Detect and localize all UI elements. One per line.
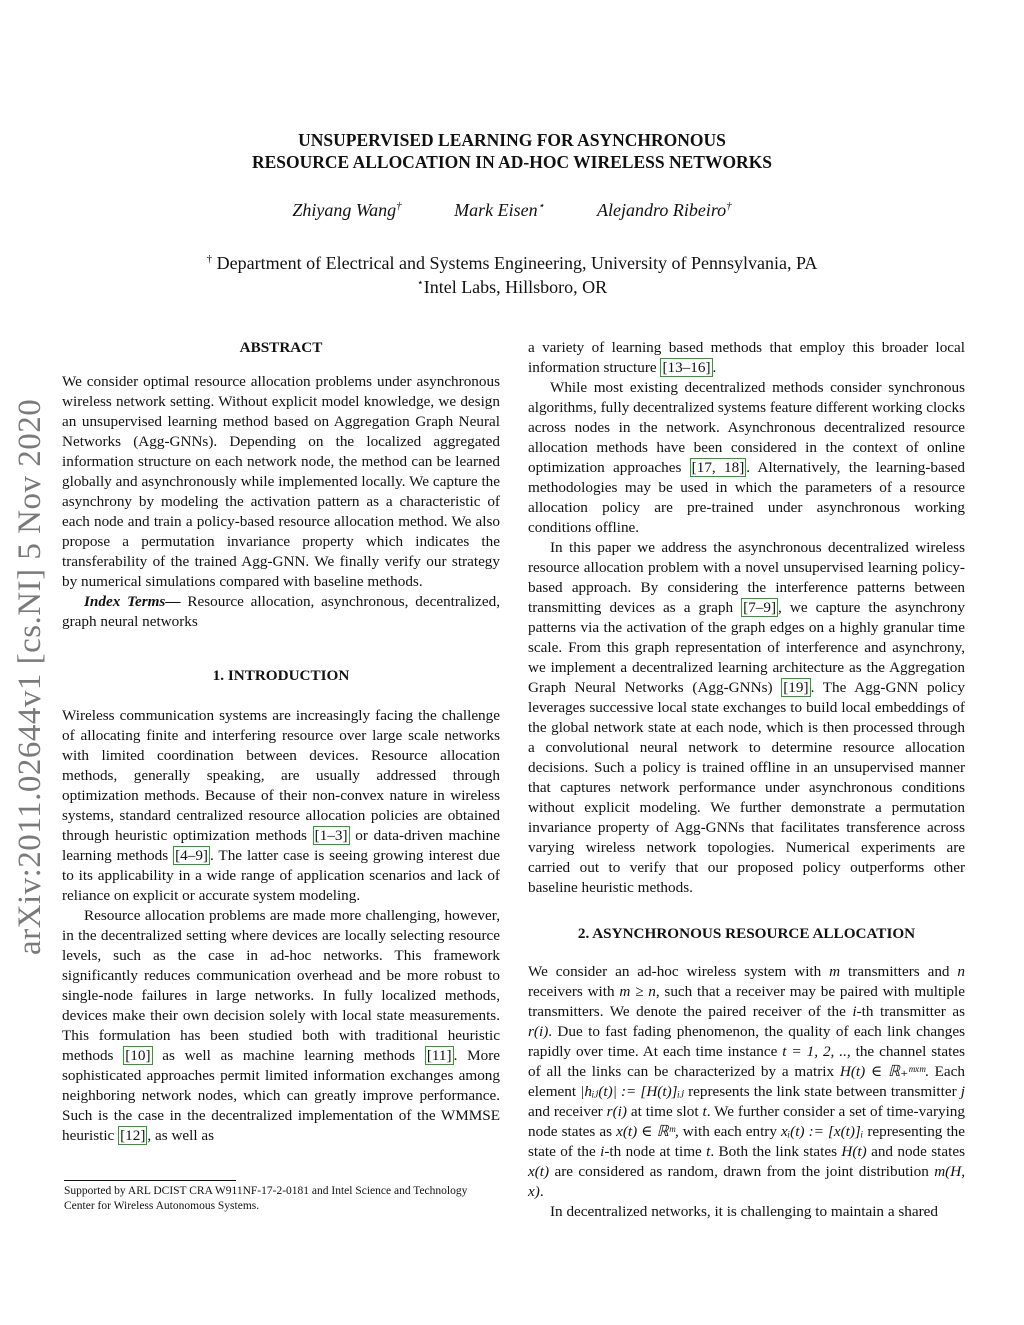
author-2: Mark Eisen⋆ (454, 200, 545, 220)
author-3: Alejandro Ribeiro† (597, 200, 732, 220)
section-2-heading: 2. ASYNCHRONOUS RESOURCE ALLOCATION (577, 925, 916, 942)
affiliation-2: ⋆Intel Labs, Hillsboro, OR (416, 277, 608, 297)
arxiv-watermark: arXiv:2011.02644v1 [cs.NI] 5 Nov 2020 (12, 398, 48, 955)
right-paragraph-3: In this paper we address the asynchronous decentralized wireless resource allocation problem with a novel unsupervised learning policy-based approach. By considering the interference patterns between transmitting devices as a graph [7–9] , we capture the asynchrony patterns via the activation of the graph edges on a highly granular time scale. From this graph representation of interference and asynchrony, we implement a decentralized learning architecture as the Aggregation Graph Neural Networks (Agg-GNNs) [19] . The Agg-GNN policy leverages successive local state exchanges to build local embeddings of the global network state at each node, which is then processed through a convolutional neural network to determine resource allocation decisions. Such a policy is trained offline in an unsupervised manner that captures network performance under asynchronous conditions without explicit modeling. We further demonstrate a permutation invariance property of Agg-GNNs that facilitates transference across varying wireless network topologies. Numerical experiments are carried out to verify that our proposed policy outperforms other baseline heuristic methods. (528, 539, 966, 896)
right-paragraph-2: While most existing decentralized methods consider synchronous algorithms, fully decentralized systems feature different working clocks across nodes in the network. Asynchronous decentralized resource allocation methods have been considered in the context of online optimization approaches [17, 18] . Alternatively, the learning-based methodologies may be used in which the parameters of a resource allocation policy are pre-trained under asynchronous working conditions offline. (528, 379, 965, 536)
index-terms: Index Terms— Resource allocation, asynchronous, decentralized, graph neural networks (62, 593, 501, 630)
title-line-2: RESOURCE ALLOCATION IN AD-HOC WIRELESS NETWORKS (251, 152, 773, 172)
citation-link[interactable]: [7–9] (743, 599, 777, 616)
title-line-1: UNSUPERVISED LEARNING FOR ASYNCHRONOUS (298, 130, 726, 150)
citation-link[interactable]: [1–3] (314, 827, 348, 844)
section-2-paragraph-2: In decentralized networks, it is challenging to maintain a shared (550, 1203, 938, 1220)
author-1: Zhiyang Wang† (292, 200, 402, 220)
section-1-heading: 1. INTRODUCTION (212, 667, 350, 684)
footnote-rule (64, 1180, 236, 1181)
right-column (528, 338, 965, 1222)
intro-paragraph-1: Wireless communication systems are increasingly facing the challenge of allocating finite and interfering resource over large scale networks with limited coordination between devices. Resource allocation methods, generally speaking, are usually addressed through optimization methods. Because of their non-convex nature in wireless systems, standard centralized resource allocation policies are obtained through heuristic optimization methods [1–3] or data-driven machine learning methods [4–9] . The latter case is seeing growing interest due to its applicability in a wide range of application scenarios and lack of reliance on explicit or accurate system modeling. (62, 707, 500, 904)
citation-link[interactable]: [17, 18] (691, 459, 745, 476)
citation-link[interactable]: [12] (120, 1127, 146, 1144)
left-column (62, 338, 500, 1146)
abstract-text: We consider optimal resource allocation problems under asynchronous wireless network setting. Without explicit model knowledge, we design an unsupervised learning method based on Aggregation Graph Neural Networks (Agg-GNNs). Depending on the localized aggregated information structure on each network node, the method can be learned globally and asynchronously while implemented locally. We capture the asynchrony by modeling the activation pattern as a characteristic of each node and train a policy-based resource allocation method. We also propose a permutation invariance property which indicates the transferability of the trained Agg-GNN. We finally verify our strategy by numerical simulations compared with baseline methods. (62, 373, 500, 590)
author-list (0, 199, 1024, 221)
intro-paragraph-2: Resource allocation problems are made more challenging, however, in the decentralized setting where devices are locally selecting resource levels, such as the case in ad-hoc networks. This framework significantly reduces communication overhead and be more robust to single-node failures in large networks. In fully localized methods, devices make their own decision solely with local state measurements. This formulation has been studied both with traditional heuristic methods [10] as well as machine learning methods [11] . More sophisticated approaches permit limited information exchanges among neighboring network nodes, which can greatly improve performance. Such is the case in the decentralized implementation of the WMMSE heuristic [12] , as well as (62, 907, 501, 1144)
paper-title (0, 129, 1024, 173)
section-2-paragraph-1: We consider an ad-hoc wireless system with m transmitters and n receivers with m ≥ n, such that a receiver may be paired with multiple transmitters. We denote the paired receiver of the i-th transmitter as r(i). Due to fast fading phenomenon, the quality of each link changes rapidly over time. At each time instance t = 1, 2, .., the channel states of all the links can be characterized by a matrix H(t) ∈ ℝ₊ᵐˣᵐ. Each element |hᵢⱼ(t)| := [H(t)]ᵢⱼ represents the link state between transmitter j and receiver r(i) at time slot t. We further consider a set of time-varying node states as x(t) ∈ ℝᵐ, with each entry xᵢ(t) := [x(t)]ᵢ representing the state of the i-th node at time t. Both the link states H(t) and node states x(t) are considered as random, drawn from the joint distribution m(H, x). (528, 963, 966, 1200)
right-paragraph-1: a variety of learning based methods that employ this broader local information structure [13–16] . (528, 339, 965, 376)
citation-link[interactable]: [13–16] (662, 359, 711, 376)
citation-link[interactable]: [10] (125, 1047, 151, 1064)
citation-link[interactable]: [19] (783, 679, 809, 696)
citation-link[interactable]: [4–9] (175, 847, 208, 864)
footnote: Supported by ARL DCIST CRA W911NF-17-2-0181 and Intel Science and Technology Center for Wireless Autonomous Systems. (64, 1185, 468, 1212)
abstract-heading: ABSTRACT (239, 339, 323, 356)
citation-link[interactable]: [11] (426, 1047, 452, 1064)
affiliation-1: † Department of Electrical and Systems Engineering, University of Pennsylvania, PA (206, 253, 818, 273)
